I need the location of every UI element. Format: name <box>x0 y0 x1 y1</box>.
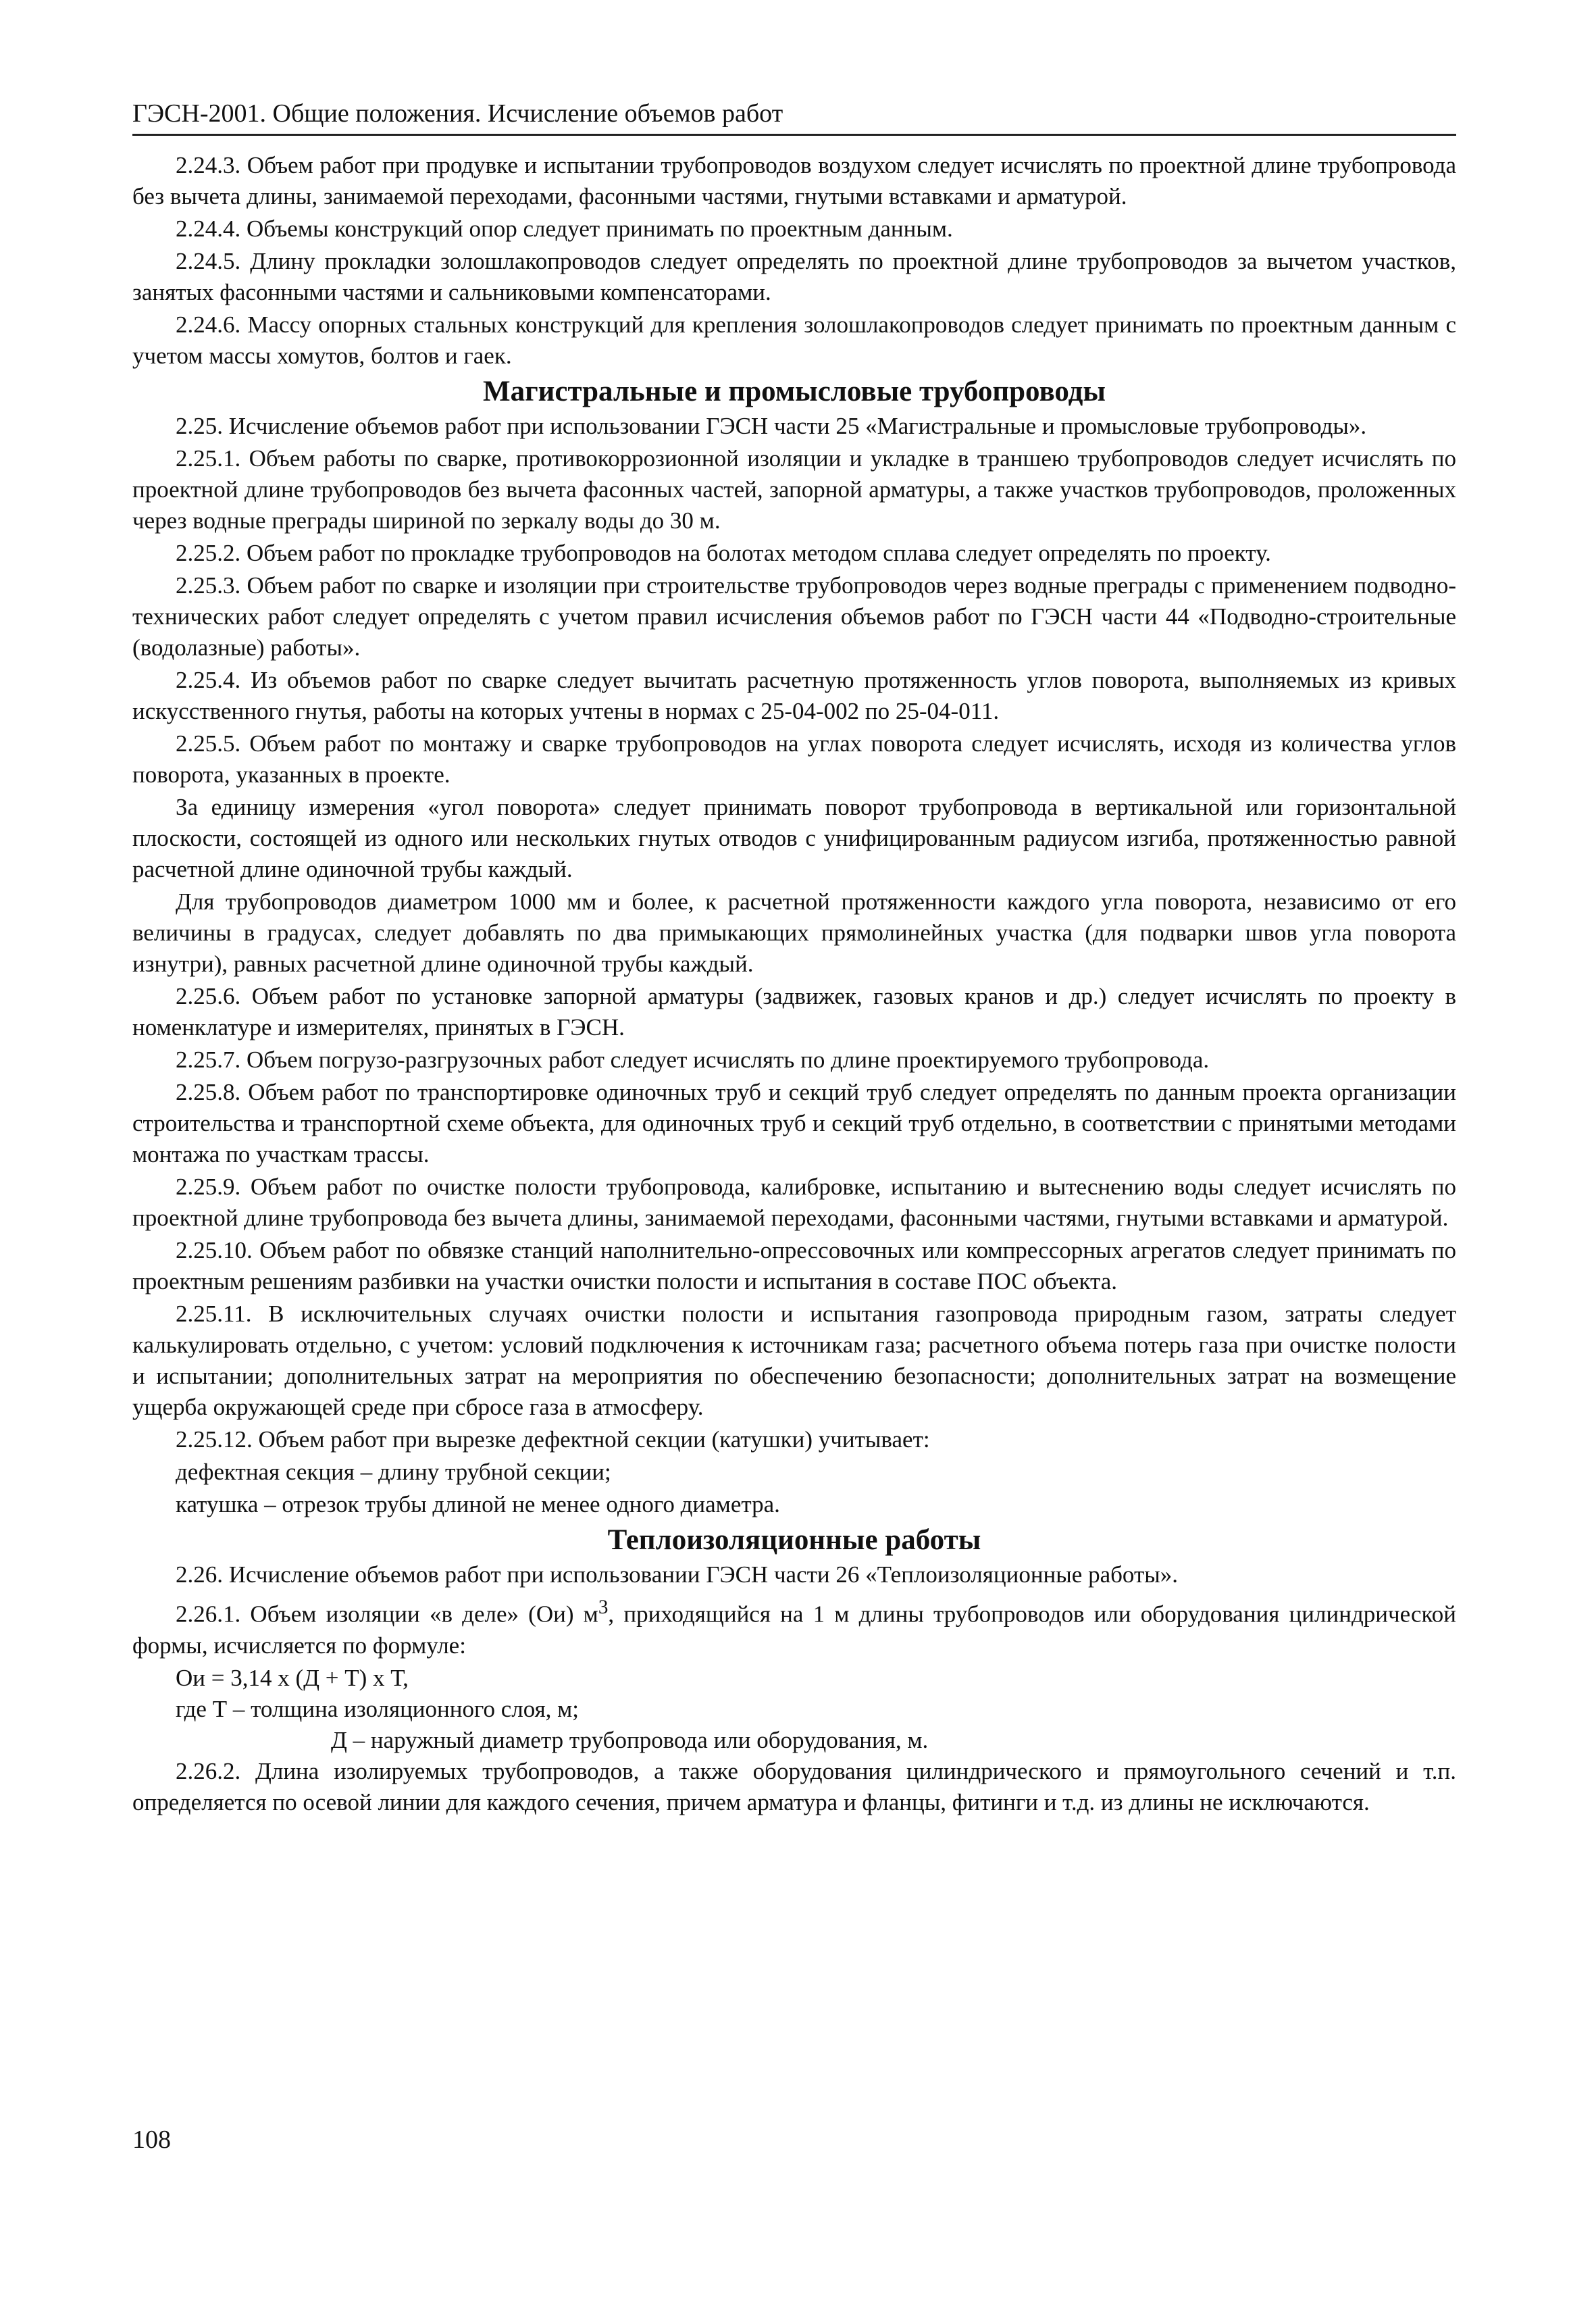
paragraph-2-24-3: 2.24.3. Объем работ при продувке и испытании трубопроводов воздухом следует исчислять по проектной длине трубопровода без вычета длины, занимаемой переходами, фасонными частями, гнутыми вставками и арматурой. <box>132 152 1456 209</box>
paragraph-2-26-2: 2.26.2. Длина изолируемых трубопроводов, а также оборудования цилиндрического и прямоугольного сечений и т.п. определяется по осевой линии для каждого сечения, причем арматура и фланцы, фитинги и т.д. из длины не исключаются. <box>132 1757 1456 1815</box>
paragraph-2-25-12: 2.25.12. Объем работ при вырезке дефектной секции (катушки) учитывает: <box>176 1426 930 1453</box>
paragraph-coil: катушка – отрезок трубы длиной не менее одного диаметра. <box>176 1491 780 1517</box>
paragraph-large-diameter: Для трубопроводов диаметром 1000 мм и более, к расчетной протяженности каждого угла поворота, независимо от его величины в градусах, следует добавлять по два примыкающих прямолинейных участка (для подварки швов угла поворота изнутри), равных расчетной длине одиночной трубы каждый. <box>132 888 1456 977</box>
paragraph-2-25-2: 2.25.2. Объем работ по прокладке трубопроводов на болотах методом сплава следует определять по проекту. <box>176 540 1271 566</box>
header-divider <box>132 134 1456 136</box>
paragraph-2-25-11: 2.25.11. В исключительных случаях очистки полости и испытания газопровода природным газом, затраты следует калькулировать отдельно, с учетом: условий подключения к источникам газа; расчетного объема потерь газа при очистке полости и испытании; дополнительных затрат на мероприятия по обеспечению безопасности; дополнительных затрат на возмещение ущерба окружающей среде при сбросе газа в атмосферу. <box>132 1301 1456 1420</box>
paragraph-defective-section: дефектная секция – длину трубной секции; <box>176 1459 611 1485</box>
running-header: ГЭСН-2001. Общие положения. Исчисление объемов работ <box>132 99 783 128</box>
page-content <box>132 150 1456 1819</box>
paragraph-2-25-8: 2.25.8. Объем работ по транспортировке одиночных труб и секций труб следует определять по данным проекта организации строительства и транспортной схеме объекта, для одиночных труб и секций труб отдельно, в соответствии с принятыми методами монтажа по участкам трассы. <box>132 1079 1456 1167</box>
paragraph-2-24-6: 2.24.6. Массу опорных стальных конструкций для крепления золошлакопроводов следует принимать по проектным данным с учетом массы хомутов, болтов и гаек. <box>132 311 1456 369</box>
formula-where-thickness: где Т – толщина изоляционного слоя, м; <box>176 1695 580 1722</box>
paragraph-2-24-4: 2.24.4. Объемы конструкций опор следует принимать по проектным данным. <box>176 216 953 242</box>
paragraph-2-25-1: 2.25.1. Объем работы по сварке, противокоррозионной изоляции и укладке в траншею трубопроводов следует исчислять по проектной длине трубопроводов без вычета фасонных частей, запорной арматуры, а также участков трубопроводов, проложенных через водные преграды шириной по зеркалу воды до 30 м. <box>132 445 1456 534</box>
paragraph-2-25-6: 2.25.6. Объем работ по установке запорной арматуры (задвижек, газовых кранов и др.) следует исчислять по проекту в номенклатуре и измерителях, принятых в ГЭСН. <box>132 983 1456 1040</box>
paragraph-2-26-1-start: 2.26.1. Объем изоляции «в деле» (Ои) м <box>176 1601 598 1628</box>
paragraph-2-24-5: 2.24.5. Длину прокладки золошлакопроводов следует определять по проектной длине трубопроводов за вычетом участков, занятых фасонными частями и сальниковыми компенсаторами. <box>132 248 1456 305</box>
paragraph-2-26-1 <box>132 1592 1456 1661</box>
paragraph-2-25-7: 2.25.7. Объем погрузо-разгрузочных работ следует исчислять по длине проектируемого трубопровода. <box>176 1047 1210 1073</box>
paragraph-2-25-5: 2.25.5. Объем работ по монтажу и сварке трубопроводов на углах поворота следует исчислять, исходя из количества углов поворота, указанных в проекте. <box>132 730 1456 788</box>
paragraph-2-26: 2.26. Исчисление объемов работ при использовании ГЭСН части 26 «Теплоизоляционные работы». <box>176 1561 1179 1588</box>
page-number: 108 <box>132 2126 171 2154</box>
section-title-pipelines: Магистральные и промысловые трубопроводы <box>483 376 1106 407</box>
paragraph-2-25-4: 2.25.4. Из объемов работ по сварке следует вычитать расчетную протяженность углов поворота, выполняемых из кривых искусственного гнутья, работы на которых учтены в нормах с 25-04-002 по 25-04-011. <box>132 667 1456 724</box>
paragraph-2-25-3: 2.25.3. Объем работ по сварке и изоляции при строительстве трубопроводов через водные преграды с применением подводно-технических работ следует определять с учетом правил исчисления объемов работ по ГЭСН части 44 «Подводно-строительные (водолазные) работы». <box>132 572 1456 661</box>
paragraph-2-25-10: 2.25.10. Объем работ по обвязке станций наполнительно-опрессовочных или компрессорных агрегатов следует принимать по проектным решениям разбивки на участки очистки полости и испытания в составе ПОС объекта. <box>132 1237 1456 1294</box>
paragraph-2-25: 2.25. Исчисление объемов работ при использовании ГЭСН части 25 «Магистральные и промысловые трубопроводы». <box>176 413 1367 439</box>
section-title-insulation: Теплоизоляционные работы <box>607 1524 981 1556</box>
paragraph-2-25-9: 2.25.9. Объем работ по очистке полости трубопровода, калибровке, испытанию и вытеснению воды следует исчислять по проектной длине трубопровода без вычета длины, занимаемой переходами, фасонными частями, гнутыми вставками и арматурой. <box>132 1174 1456 1231</box>
paragraph-2-26-1-end: , приходящийся на 1 м длины трубопроводов или оборудования цилиндрической формы, исчисляется по формуле: <box>132 1601 1456 1659</box>
paragraph-turn-angle-unit: За единицу измерения «угол поворота» следует принимать поворот трубопровода в вертикальной или горизонтальной плоскости, состоящей из одного или нескольких гнутых отводов с унифицированным радиусом изгиба, протяженностью равной расчетной длине одиночной трубы каждый. <box>132 794 1456 882</box>
insulation-formula: Ои = 3,14 х (Д + Т) х Т, <box>176 1664 409 1691</box>
formula-where-diameter: Д – наружный диаметр трубопровода или оборудования, м. <box>331 1726 929 1753</box>
cubic-superscript: 3 <box>598 1596 609 1618</box>
